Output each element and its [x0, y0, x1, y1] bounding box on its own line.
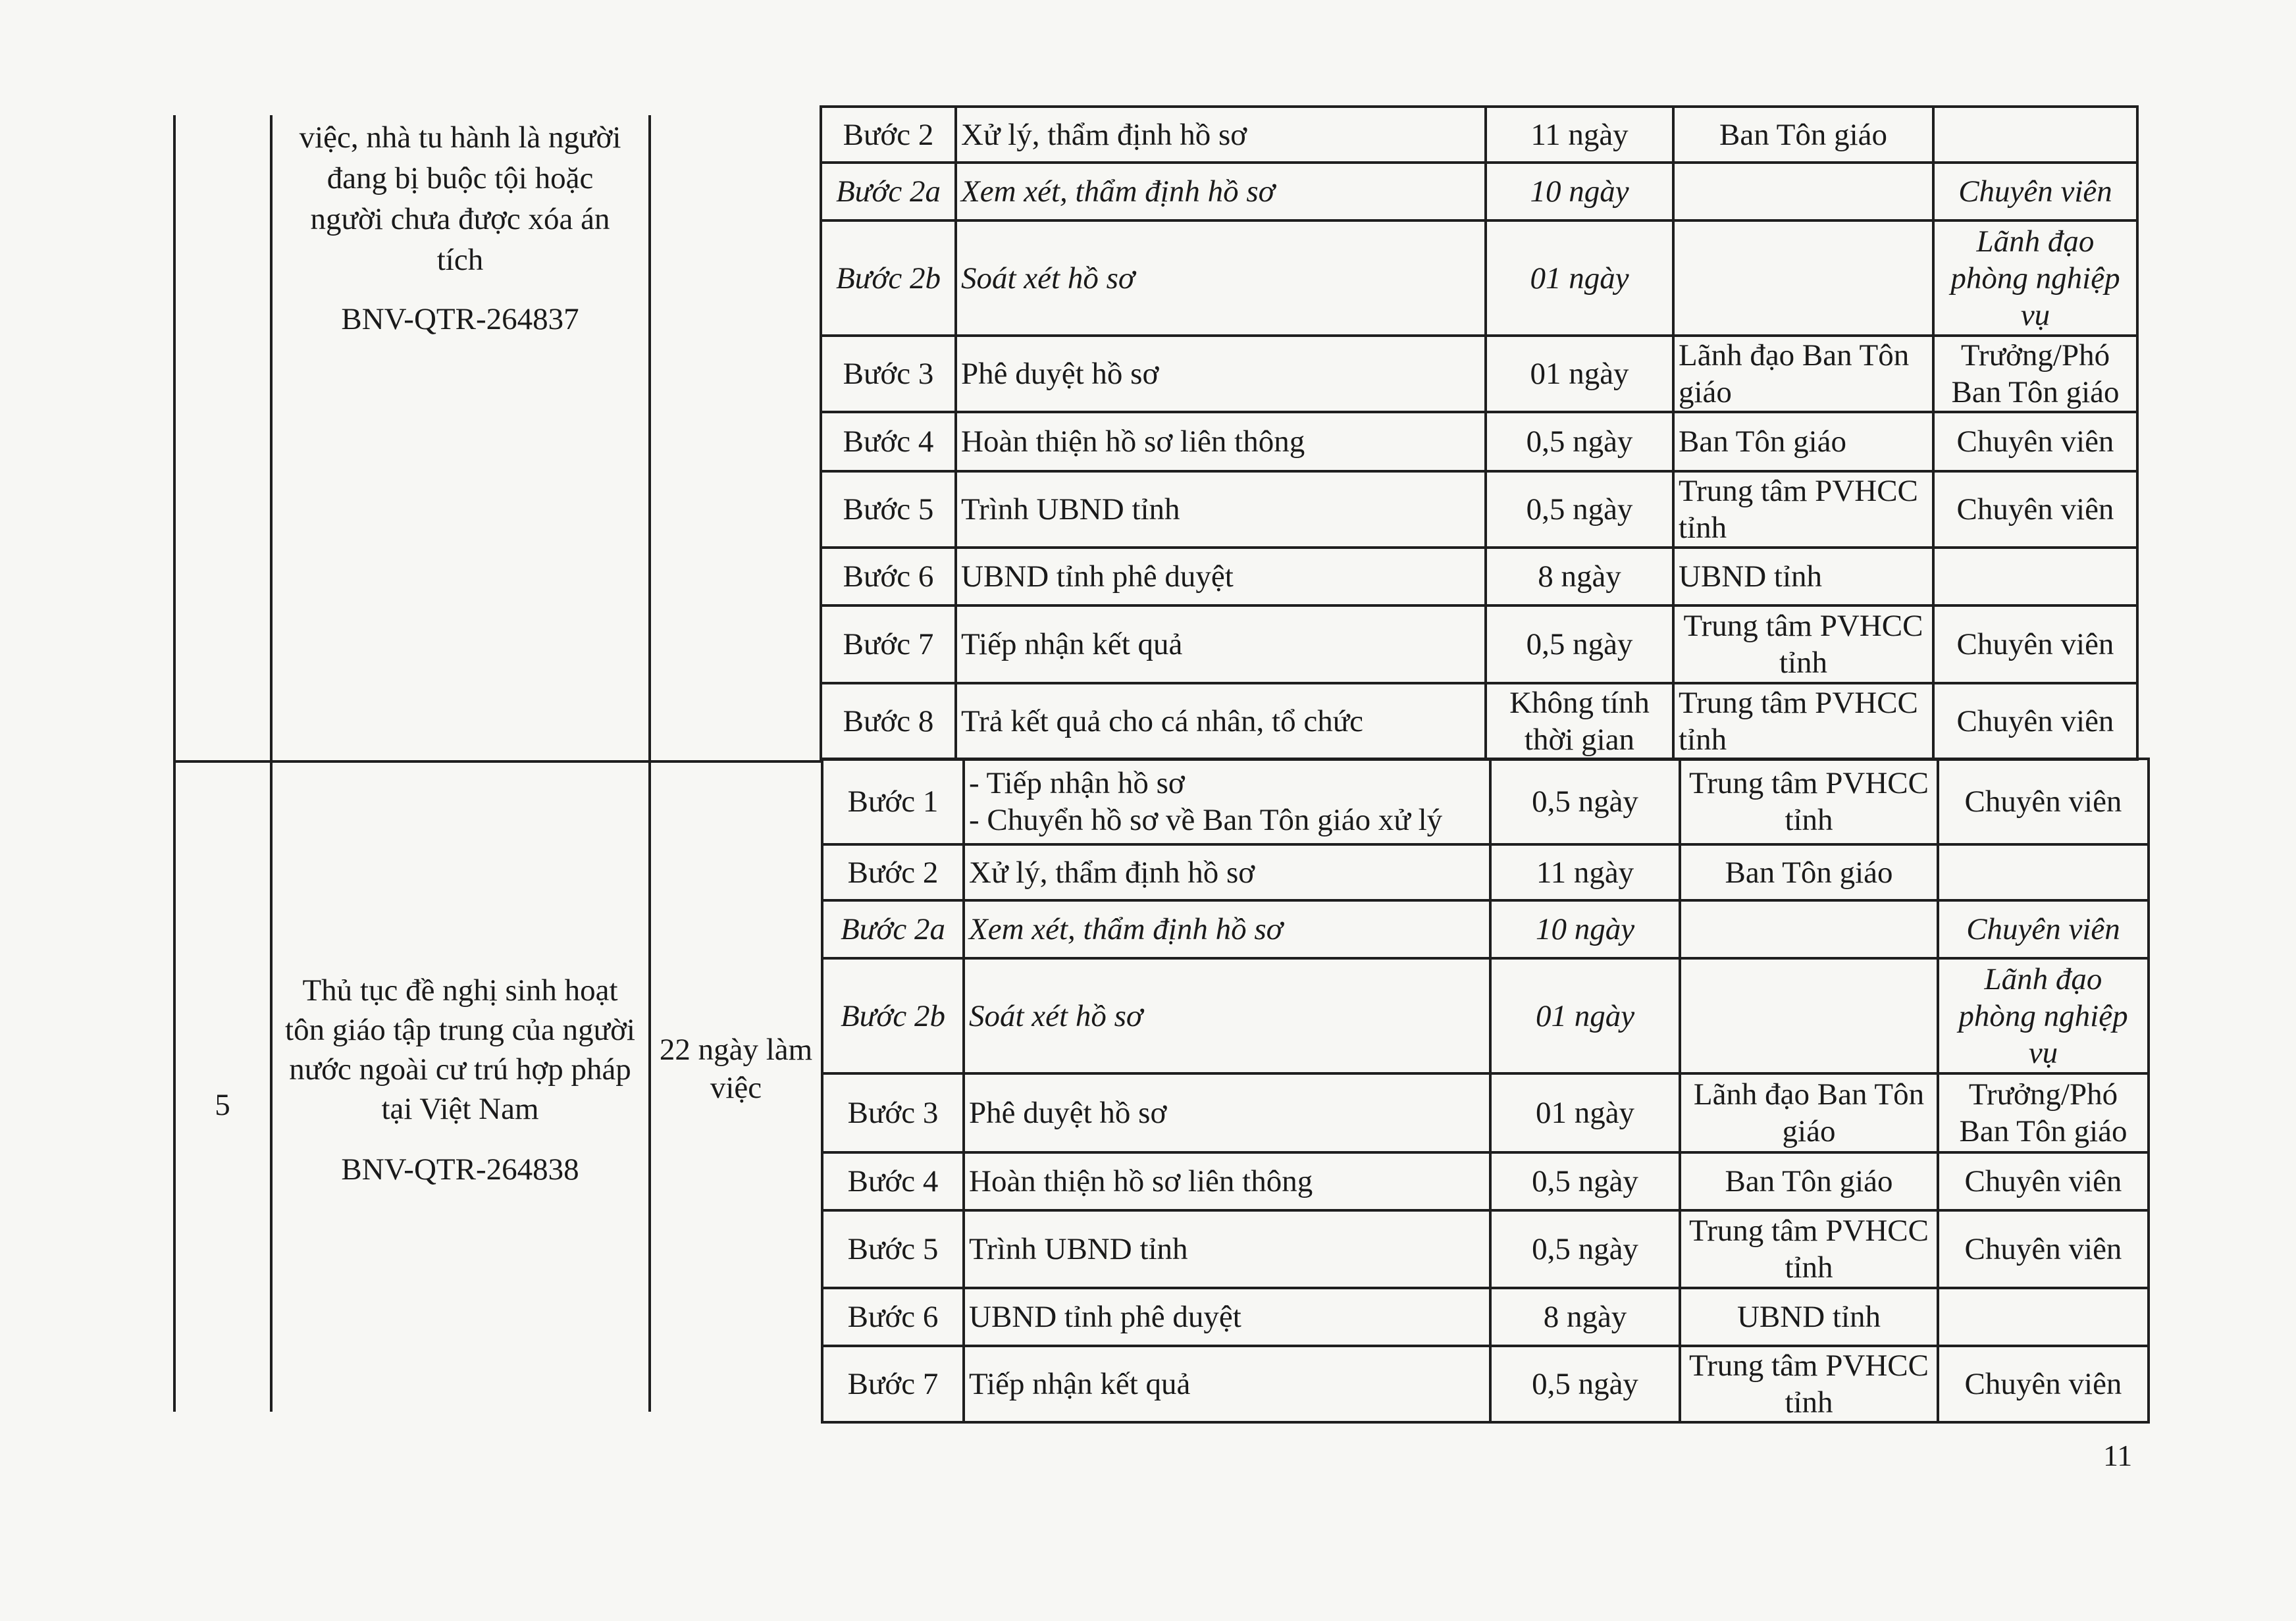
procedure-5-name-line: Thủ tục đề nghị sinh hoạt — [302, 973, 618, 1008]
step-action: Soát xét hồ sơ — [964, 958, 1490, 1073]
step-responsible — [1938, 1288, 2149, 1346]
page-number: 11 — [2103, 1439, 2133, 1472]
step-action: Xem xét, thẩm định hồ sơ — [956, 163, 1486, 220]
step-time: 8 ngày — [1486, 548, 1673, 605]
procedure-5-duration-line: 22 ngày làm — [659, 1033, 813, 1067]
step-unit: Lãnh đạo Ban Tôn giáo — [1680, 1073, 1938, 1152]
step-unit: Trung tâm PVHCC tỉnh — [1673, 471, 1933, 548]
step-responsible: Chuyên viên — [1938, 1346, 2149, 1422]
step-unit: UBND tỉnh — [1673, 548, 1933, 605]
procedure-5-name-line: tại Việt Nam — [381, 1092, 539, 1126]
table-row — [822, 1288, 2149, 1346]
table-row — [822, 844, 2149, 900]
table-row — [821, 412, 2137, 471]
table-row — [822, 1073, 2149, 1152]
step-action: Xử lý, thẩm định hồ sơ — [964, 844, 1490, 900]
table-row — [822, 958, 2149, 1073]
step-action: Xử lý, thẩm định hồ sơ — [956, 107, 1486, 163]
step-unit: Trung tâm PVHCC tỉnh — [1680, 759, 1938, 844]
table-row — [821, 548, 2137, 605]
step-responsible: Chuyên viên — [1933, 605, 2137, 683]
step-responsible — [1938, 844, 2149, 900]
procedure-4-name-line: tích — [436, 243, 484, 277]
step-unit — [1680, 958, 1938, 1073]
step-time: 0,5 ngày — [1490, 1346, 1680, 1422]
step-label: Bước 7 — [822, 1346, 964, 1422]
step-unit: Ban Tôn giáo — [1673, 412, 1933, 471]
step-action: Xem xét, thẩm định hồ sơ — [964, 900, 1490, 958]
step-action: Phê duyệt hồ sơ — [964, 1073, 1490, 1152]
step-responsible: Trưởng/Phó Ban Tôn giáo — [1938, 1073, 2149, 1152]
step-responsible: Chuyên viên — [1938, 1210, 2149, 1288]
procedure-5-duration-line: việc — [710, 1071, 762, 1105]
procedure-5-name-line: tôn giáo tập trung của người — [285, 1013, 635, 1047]
step-label: Bước 2a — [821, 163, 956, 220]
step-responsible: Chuyên viên — [1933, 471, 2137, 548]
step-responsible: Chuyên viên — [1933, 163, 2137, 220]
procedure-5-name-line: nước ngoài cư trú hợp pháp — [289, 1052, 631, 1087]
table-row — [821, 683, 2137, 759]
step-action: UBND tỉnh phê duyệt — [956, 548, 1486, 605]
step-responsible: Lãnh đạo phòng nghiệp vụ — [1933, 220, 2137, 336]
procedure-4-code: BNV-QTR-264837 — [341, 302, 579, 336]
table-row — [821, 163, 2137, 220]
step-action: Tiếp nhận kết quả — [956, 605, 1486, 683]
step-responsible: Trưởng/Phó Ban Tôn giáo — [1933, 336, 2137, 412]
step-time: 0,5 ngày — [1490, 1152, 1680, 1210]
step-time: 0,5 ngày — [1490, 759, 1680, 844]
procedure-5-steps-table — [821, 758, 2150, 1424]
step-responsible: Chuyên viên — [1938, 759, 2149, 844]
step-unit: Trung tâm PVHCC tỉnh — [1673, 605, 1933, 683]
table-row — [822, 759, 2149, 844]
step-action: UBND tỉnh phê duyệt — [964, 1288, 1490, 1346]
step-unit: Trung tâm PVHCC tỉnh — [1680, 1210, 1938, 1288]
step-label: Bước 5 — [821, 471, 956, 548]
row-separator-procedure-5 — [173, 760, 821, 763]
step-unit: Trung tâm PVHCC tỉnh — [1673, 683, 1933, 759]
step-responsible — [1933, 107, 2137, 163]
procedure-4-name-line: việc, nhà tu hành là người — [299, 120, 621, 155]
step-time: 0,5 ngày — [1486, 605, 1673, 683]
step-time: 01 ngày — [1490, 1073, 1680, 1152]
step-action: Phê duyệt hồ sơ — [956, 336, 1486, 412]
step-unit: Ban Tôn giáo — [1673, 107, 1933, 163]
step-responsible: Lãnh đạo phòng nghiệp vụ — [1938, 958, 2149, 1073]
table-row — [821, 471, 2137, 548]
step-label: Bước 5 — [822, 1210, 964, 1288]
step-responsible: Chuyên viên — [1933, 683, 2137, 759]
step-label: Bước 2 — [821, 107, 956, 163]
step-time: 10 ngày — [1490, 900, 1680, 958]
step-responsible — [1933, 548, 2137, 605]
table-row — [822, 1346, 2149, 1422]
col-border-name — [648, 115, 651, 1412]
step-label: Bước 2b — [821, 220, 956, 336]
step-label: Bước 4 — [821, 412, 956, 471]
step-unit: UBND tỉnh — [1680, 1288, 1938, 1346]
step-action: Trình UBND tỉnh — [964, 1210, 1490, 1288]
procedure-5-code: BNV-QTR-264838 — [341, 1152, 579, 1187]
step-action — [964, 759, 1490, 844]
step-time: 11 ngày — [1486, 107, 1673, 163]
step-label: Bước 7 — [821, 605, 956, 683]
step-unit — [1673, 163, 1933, 220]
step-label: Bước 2 — [822, 844, 964, 900]
step-label: Bước 8 — [821, 683, 956, 759]
step-unit — [1673, 220, 1933, 336]
col-border-left — [173, 115, 176, 1412]
step-unit: Ban Tôn giáo — [1680, 1152, 1938, 1210]
step-action-line: - Tiếp nhận hồ sơ — [969, 766, 1185, 800]
step-time: 8 ngày — [1490, 1288, 1680, 1346]
procedure-5-name — [273, 971, 648, 1189]
table-row — [822, 1210, 2149, 1288]
step-label: Bước 2b — [822, 958, 964, 1073]
step-unit: Ban Tôn giáo — [1680, 844, 1938, 900]
step-label: Bước 6 — [822, 1288, 964, 1346]
table-row — [821, 605, 2137, 683]
step-label: Bước 4 — [822, 1152, 964, 1210]
step-time: 01 ngày — [1486, 336, 1673, 412]
step-unit: Lãnh đạo Ban Tôn giáo — [1673, 336, 1933, 412]
table-row — [821, 336, 2137, 412]
step-label: Bước 3 — [821, 336, 956, 412]
step-label: Bước 2a — [822, 900, 964, 958]
step-time: 01 ngày — [1490, 958, 1680, 1073]
step-action: Tiếp nhận kết quả — [964, 1346, 1490, 1422]
procedure-4-name-line: người chưa được xóa án — [310, 202, 610, 236]
step-unit — [1680, 900, 1938, 958]
step-time: Không tính thời gian — [1486, 683, 1673, 759]
step-action: Hoàn thiện hồ sơ liên thông — [964, 1152, 1490, 1210]
table-row — [822, 1152, 2149, 1210]
step-responsible: Chuyên viên — [1938, 1152, 2149, 1210]
step-unit: Trung tâm PVHCC tỉnh — [1680, 1346, 1938, 1422]
step-responsible: Chuyên viên — [1938, 900, 2149, 958]
procedure-5-duration — [651, 1031, 821, 1107]
step-time: 11 ngày — [1490, 844, 1680, 900]
step-time: 01 ngày — [1486, 220, 1673, 336]
step-responsible: Chuyên viên — [1933, 412, 2137, 471]
step-time: 0,5 ngày — [1486, 412, 1673, 471]
step-time: 0,5 ngày — [1486, 471, 1673, 548]
table-row — [822, 900, 2149, 958]
table-row — [821, 107, 2137, 163]
step-label: Bước 1 — [822, 759, 964, 844]
step-action: Hoàn thiện hồ sơ liên thông — [956, 412, 1486, 471]
procedure-5-number: 5 — [215, 1088, 230, 1122]
step-action: Soát xét hồ sơ — [956, 220, 1486, 336]
step-label: Bước 3 — [822, 1073, 964, 1152]
step-label: Bước 6 — [821, 548, 956, 605]
step-action: Trả kết quả cho cá nhân, tổ chức — [956, 683, 1486, 759]
step-time: 10 ngày — [1486, 163, 1673, 220]
procedure-4-name-line: đang bị buộc tội hoặc — [326, 161, 594, 195]
procedure-4-name — [273, 117, 648, 340]
procedure-4-steps-table — [820, 105, 2139, 761]
table-row — [821, 220, 2137, 336]
step-action: Trình UBND tỉnh — [956, 471, 1486, 548]
step-time: 0,5 ngày — [1490, 1210, 1680, 1288]
step-action-line: - Chuyển hồ sơ về Ban Tôn giáo xử lý — [969, 803, 1443, 837]
